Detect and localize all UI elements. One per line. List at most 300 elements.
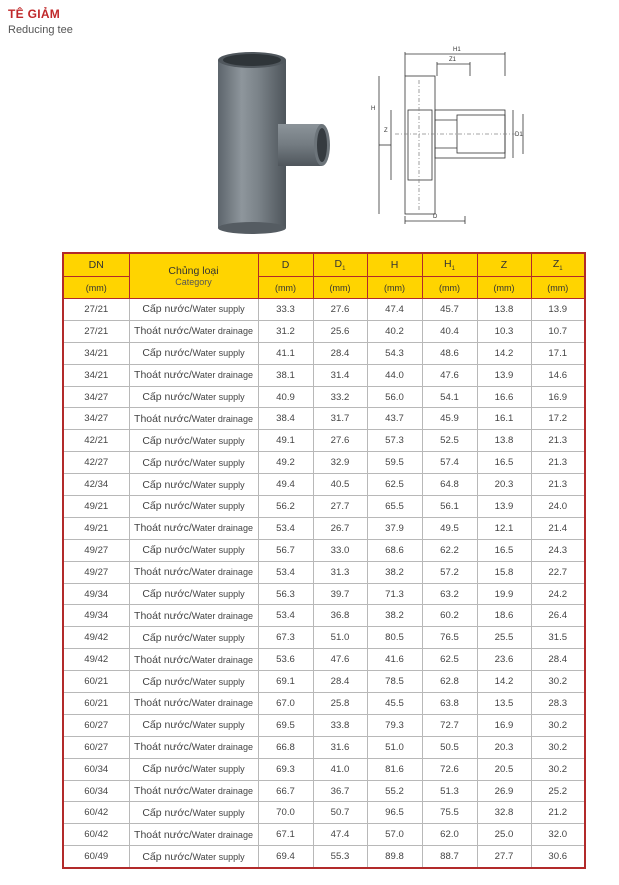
table-row: [63, 496, 585, 518]
cell-d: 56.2: [258, 496, 313, 518]
table-row: [63, 539, 585, 561]
cell-category: [129, 671, 258, 693]
cell-h1: 52.5: [422, 430, 477, 452]
cell-d1: 47.4: [313, 824, 367, 846]
header-category-en: Category: [175, 277, 212, 287]
cell-d: 66.8: [258, 736, 313, 758]
cell-z: 14.2: [477, 671, 531, 693]
cell-category: [129, 758, 258, 780]
header-h1: $H_1$: [422, 253, 477, 277]
cell-d1: 36.7: [313, 780, 367, 802]
cell-h: 80.5: [367, 627, 422, 649]
cell-z: 25.5: [477, 627, 531, 649]
cell-z: 16.5: [477, 452, 531, 474]
cell-dn: 42/21: [63, 430, 129, 452]
cell-d: 66.7: [258, 780, 313, 802]
cell-d: 41.1: [258, 342, 313, 364]
cell-z: 10.3: [477, 320, 531, 342]
cell-h1: 75.5: [422, 802, 477, 824]
table-row: [63, 342, 585, 364]
header-z1: $Z_1$: [531, 253, 585, 277]
cell-d1: 31.4: [313, 364, 367, 386]
category-en: Water supply: [192, 304, 245, 315]
category-vn: Thoát nước/: [134, 412, 192, 425]
category-vn: Cấp nước/: [142, 391, 193, 403]
cell-dn: 60/27: [63, 736, 129, 758]
cell-category: [129, 846, 258, 868]
cell-h1: 72.6: [422, 758, 477, 780]
cell-h: 38.2: [367, 561, 422, 583]
cell-category: [129, 320, 258, 342]
category-vn: Cấp nước/: [142, 675, 193, 688]
category-vn: Thoát nước/: [134, 828, 192, 841]
cell-z: 13.9: [477, 496, 531, 518]
cell-z1: 13.9: [531, 299, 585, 321]
cell-z1: 30.6: [531, 846, 585, 868]
cell-z: 32.8: [477, 802, 531, 824]
cell-d: 56.3: [258, 583, 313, 605]
cell-category: [129, 299, 258, 321]
cell-d: 69.5: [258, 714, 313, 736]
table-row: [63, 583, 585, 605]
cell-dn: 27/21: [63, 320, 129, 342]
cell-dn: 49/27: [63, 561, 129, 583]
cell-category: [129, 452, 258, 474]
cell-z1: 17.2: [531, 408, 585, 430]
cell-h: 71.3: [367, 583, 422, 605]
cell-z: 20.3: [477, 736, 531, 758]
category-en: Water supply: [192, 807, 245, 818]
cell-d: 69.4: [258, 846, 313, 868]
cell-category: [129, 386, 258, 408]
cell-h1: 54.1: [422, 386, 477, 408]
cell-d1: 33.8: [313, 714, 367, 736]
table-row: [63, 714, 585, 736]
cell-z: 26.9: [477, 780, 531, 802]
cell-h1: 56.1: [422, 496, 477, 518]
cell-h: 51.0: [367, 736, 422, 758]
cell-z1: 16.9: [531, 386, 585, 408]
cell-d: 67.1: [258, 824, 313, 846]
cell-d: 70.0: [258, 802, 313, 824]
cell-d1: 27.7: [313, 496, 367, 518]
category-vn: Thoát nước/: [134, 697, 192, 710]
cell-d: 31.2: [258, 320, 313, 342]
category-vn: Cấp nước/: [142, 763, 193, 776]
tee-technical-drawing: [365, 40, 525, 225]
category-vn: Cấp nước/: [142, 347, 193, 360]
cell-h: 54.3: [367, 342, 422, 364]
unit-z: (mm): [477, 277, 531, 299]
category-vn: Thoát nước/: [134, 741, 192, 754]
cell-dn: 34/21: [63, 342, 129, 364]
cell-z: 20.3: [477, 474, 531, 496]
cell-h: 37.9: [367, 517, 422, 539]
category-en: Water drainage: [191, 698, 253, 709]
unit-h: (mm): [367, 277, 422, 299]
cell-d: 33.3: [258, 299, 313, 321]
cell-h: 65.5: [367, 496, 422, 518]
table-row: [63, 452, 585, 474]
cell-category: [129, 342, 258, 364]
table-row: [63, 386, 585, 408]
cell-z1: 28.3: [531, 693, 585, 715]
cell-z1: 17.1: [531, 342, 585, 364]
cell-dn: 60/42: [63, 802, 129, 824]
table-row: [63, 736, 585, 758]
cell-dn: 60/34: [63, 780, 129, 802]
cell-h: 68.6: [367, 539, 422, 561]
cell-d1: 31.7: [313, 408, 367, 430]
cell-d1: 40.5: [313, 474, 367, 496]
cell-h: 38.2: [367, 605, 422, 627]
category-en: Water supply: [192, 676, 245, 687]
cell-category: [129, 496, 258, 518]
unit-h1: (mm): [422, 277, 477, 299]
cell-h1: 50.5: [422, 736, 477, 758]
cell-category: [129, 605, 258, 627]
z-label: Z: [384, 128, 388, 134]
cell-z: 13.9: [477, 364, 531, 386]
cell-h1: 49.5: [422, 517, 477, 539]
cell-d: 53.6: [258, 649, 313, 671]
category-en: Water drainage: [191, 326, 253, 337]
cell-dn: 34/27: [63, 386, 129, 408]
cell-d1: 25.6: [313, 320, 367, 342]
cell-z1: 30.2: [531, 736, 585, 758]
cell-h1: 57.2: [422, 561, 477, 583]
cell-d: 53.4: [258, 561, 313, 583]
cell-h: 62.5: [367, 474, 422, 496]
cell-z: 25.0: [477, 824, 531, 846]
table-row: [63, 364, 585, 386]
cell-h: 79.3: [367, 714, 422, 736]
category-en: Water drainage: [191, 654, 253, 665]
cell-dn: 34/27: [63, 408, 129, 430]
cell-z1: 30.2: [531, 714, 585, 736]
header-category: [129, 253, 258, 299]
category-en: Water supply: [192, 764, 245, 775]
category-vn: Thoát nước/: [134, 325, 192, 338]
cell-z: 14.2: [477, 342, 531, 364]
category-vn: Thoát nước/: [134, 785, 192, 798]
header-h: H: [367, 253, 422, 277]
header-z: Z: [477, 253, 531, 277]
cell-h1: 60.2: [422, 605, 477, 627]
cell-dn: 34/21: [63, 364, 129, 386]
cell-z: 20.5: [477, 758, 531, 780]
cell-d1: 33.2: [313, 386, 367, 408]
cell-h1: 62.5: [422, 649, 477, 671]
cell-z: 16.5: [477, 539, 531, 561]
unit-dn: (mm): [63, 277, 129, 299]
category-vn: Cấp nước/: [142, 434, 193, 447]
cell-d: 38.1: [258, 364, 313, 386]
unit-d1: (mm): [313, 277, 367, 299]
category-vn: Cấp nước/: [142, 478, 193, 491]
cell-d1: 51.0: [313, 627, 367, 649]
reducing-tee-photo: [210, 50, 340, 235]
table-row: [63, 430, 585, 452]
table-row: [63, 627, 585, 649]
cell-z: 23.6: [477, 649, 531, 671]
cell-d1: 27.6: [313, 299, 367, 321]
cell-h1: 62.0: [422, 824, 477, 846]
cell-d: 67.3: [258, 627, 313, 649]
cell-category: [129, 364, 258, 386]
cell-h1: 47.6: [422, 364, 477, 386]
cell-d: 69.3: [258, 758, 313, 780]
cell-z: 13.8: [477, 299, 531, 321]
category-vn: Cấp nước/: [142, 544, 193, 557]
category-en: Water drainage: [191, 370, 253, 381]
cell-dn: 60/42: [63, 824, 129, 846]
cell-z1: 32.0: [531, 824, 585, 846]
category-en: Water supply: [192, 501, 245, 512]
cell-z1: 22.7: [531, 561, 585, 583]
cell-h: 96.5: [367, 802, 422, 824]
cell-z: 12.1: [477, 517, 531, 539]
category-en: Water supply: [192, 720, 245, 731]
category-en: Water drainage: [191, 523, 253, 534]
cell-z1: 26.4: [531, 605, 585, 627]
cell-h1: 63.2: [422, 583, 477, 605]
category-vn: Thoát nước/: [134, 566, 192, 579]
category-en: Water supply: [192, 632, 245, 643]
table-row: [63, 824, 585, 846]
cell-d: 49.4: [258, 474, 313, 496]
cell-z: 27.7: [477, 846, 531, 868]
category-vn: Thoát nước/: [134, 369, 192, 382]
cell-z1: 25.2: [531, 780, 585, 802]
cell-d: 53.4: [258, 517, 313, 539]
cell-h: 43.7: [367, 408, 422, 430]
cell-h: 78.5: [367, 671, 422, 693]
cell-z1: 21.3: [531, 452, 585, 474]
cell-h: 57.3: [367, 430, 422, 452]
category-en: Water supply: [192, 392, 245, 402]
cell-z1: 21.4: [531, 517, 585, 539]
cell-h1: 62.2: [422, 539, 477, 561]
cell-z1: 31.5: [531, 627, 585, 649]
cell-d: 69.1: [258, 671, 313, 693]
header-category-vn: Chủng loại: [168, 265, 219, 277]
cell-d1: 39.7: [313, 583, 367, 605]
cell-category: [129, 649, 258, 671]
cell-dn: 49/42: [63, 649, 129, 671]
cell-d1: 31.6: [313, 736, 367, 758]
category-en: Water drainage: [191, 786, 253, 797]
cell-category: [129, 736, 258, 758]
page-title: TÊ GIẢM: [8, 7, 61, 21]
cell-dn: 60/49: [63, 846, 129, 868]
cell-z1: 21.3: [531, 474, 585, 496]
table-row: [63, 758, 585, 780]
category-en: Water drainage: [191, 742, 253, 753]
d-label: D: [433, 214, 438, 220]
page-subtitle: Reducing tee: [8, 24, 73, 36]
cell-category: [129, 517, 258, 539]
category-vn: Thoát nước/: [134, 522, 192, 535]
cell-d1: 32.9: [313, 452, 367, 474]
category-vn: Cấp nước/: [142, 303, 193, 316]
cell-z: 16.9: [477, 714, 531, 736]
cell-d1: 50.7: [313, 802, 367, 824]
cell-category: [129, 780, 258, 802]
cell-d: 49.1: [258, 430, 313, 452]
cell-h1: 88.7: [422, 846, 477, 868]
cell-h: 59.5: [367, 452, 422, 474]
category-en: Water supply: [192, 348, 245, 359]
cell-h1: 45.7: [422, 299, 477, 321]
category-vn: Cấp nước/: [142, 806, 193, 819]
cell-z: 16.6: [477, 386, 531, 408]
category-en: Water drainage: [191, 610, 253, 621]
cell-h: 81.6: [367, 758, 422, 780]
cell-h: 44.0: [367, 364, 422, 386]
table-row: [63, 299, 585, 321]
cell-category: [129, 627, 258, 649]
table-row: [63, 474, 585, 496]
cell-h1: 51.3: [422, 780, 477, 802]
cell-h1: 57.4: [422, 452, 477, 474]
cell-z1: 28.4: [531, 649, 585, 671]
reducing-tee-spec-table: [62, 252, 586, 869]
cell-d: 53.4: [258, 605, 313, 627]
cell-h1: 64.8: [422, 474, 477, 496]
cell-z1: 21.2: [531, 802, 585, 824]
cell-d: 40.9: [258, 386, 313, 408]
cell-h1: 76.5: [422, 627, 477, 649]
cell-dn: 60/27: [63, 714, 129, 736]
cell-category: [129, 714, 258, 736]
cell-z1: 24.2: [531, 583, 585, 605]
unit-d: (mm): [258, 277, 313, 299]
table-row: [63, 780, 585, 802]
cell-dn: 49/42: [63, 627, 129, 649]
header-dn: DN: [63, 253, 129, 277]
cell-z1: 10.7: [531, 320, 585, 342]
category-vn: Cấp nước/: [142, 631, 193, 644]
cell-h: 89.8: [367, 846, 422, 868]
category-en: Water supply: [192, 457, 245, 468]
cell-dn: 27/21: [63, 299, 129, 321]
cell-h1: 48.6: [422, 342, 477, 364]
table-row: [63, 605, 585, 627]
table-row: [63, 693, 585, 715]
header-d: D: [258, 253, 313, 277]
table-row: [63, 802, 585, 824]
cell-h: 40.2: [367, 320, 422, 342]
cell-z1: 30.2: [531, 671, 585, 693]
cell-dn: 49/34: [63, 583, 129, 605]
table-row: [63, 671, 585, 693]
category-vn: Cấp nước/: [142, 850, 193, 863]
cell-dn: 60/34: [63, 758, 129, 780]
cell-z: 19.9: [477, 583, 531, 605]
cell-d: 38.4: [258, 408, 313, 430]
cell-category: [129, 408, 258, 430]
cell-d1: 26.7: [313, 517, 367, 539]
cell-h: 56.0: [367, 386, 422, 408]
cell-category: [129, 561, 258, 583]
cell-dn: 49/34: [63, 605, 129, 627]
cell-d: 49.2: [258, 452, 313, 474]
cell-h: 55.2: [367, 780, 422, 802]
cell-d1: 31.3: [313, 561, 367, 583]
unit-z1: (mm): [531, 277, 585, 299]
cell-h: 45.5: [367, 693, 422, 715]
category-en: Water drainage: [191, 829, 253, 840]
table-row: [63, 846, 585, 868]
cell-category: [129, 824, 258, 846]
cell-category: [129, 693, 258, 715]
cell-z1: 14.6: [531, 364, 585, 386]
cell-z1: 24.3: [531, 539, 585, 561]
category-en: Water supply: [192, 435, 245, 446]
cell-z: 15.8: [477, 561, 531, 583]
category-en: Water supply: [192, 589, 245, 600]
spec-table-body: [63, 299, 585, 869]
table-row: [63, 320, 585, 342]
cell-h1: 63.8: [422, 693, 477, 715]
category-vn: Cấp nước/: [142, 719, 193, 732]
header-d1: $D_1$: [313, 253, 367, 277]
h-label: H: [371, 106, 376, 112]
category-en: Water supply: [192, 479, 245, 490]
cell-z: 13.8: [477, 430, 531, 452]
category-vn: Cấp nước/: [142, 588, 193, 601]
cell-d: 56.7: [258, 539, 313, 561]
category-vn: Cấp nước/: [142, 456, 193, 469]
cell-z1: 30.2: [531, 758, 585, 780]
category-vn: Cấp nước/: [142, 500, 193, 513]
cell-h: 41.6: [367, 649, 422, 671]
cell-dn: 60/21: [63, 693, 129, 715]
category-en: Water drainage: [191, 567, 253, 578]
cell-dn: 42/34: [63, 474, 129, 496]
cell-z: 13.5: [477, 693, 531, 715]
cell-dn: 49/27: [63, 539, 129, 561]
cell-category: [129, 802, 258, 824]
cell-d1: 28.4: [313, 671, 367, 693]
cell-d1: 33.0: [313, 539, 367, 561]
table-row: [63, 517, 585, 539]
category-vn: Thoát nước/: [134, 609, 192, 622]
table-row: [63, 408, 585, 430]
cell-category: [129, 539, 258, 561]
cell-d1: 47.6: [313, 649, 367, 671]
cell-dn: 49/21: [63, 517, 129, 539]
cell-dn: 60/21: [63, 671, 129, 693]
cell-z: 16.1: [477, 408, 531, 430]
cell-category: [129, 474, 258, 496]
cell-h1: 72.7: [422, 714, 477, 736]
cell-dn: 49/21: [63, 496, 129, 518]
h1-label: H1: [453, 47, 461, 53]
cell-h1: 40.4: [422, 320, 477, 342]
cell-d1: 41.0: [313, 758, 367, 780]
table-row: [63, 649, 585, 671]
cell-d1: 55.3: [313, 846, 367, 868]
cell-dn: 42/27: [63, 452, 129, 474]
d1-label: D1: [515, 132, 523, 138]
cell-d1: 27.6: [313, 430, 367, 452]
cell-z1: 24.0: [531, 496, 585, 518]
category-en: Water supply: [192, 851, 245, 862]
cell-h1: 62.8: [422, 671, 477, 693]
cell-d1: 25.8: [313, 693, 367, 715]
